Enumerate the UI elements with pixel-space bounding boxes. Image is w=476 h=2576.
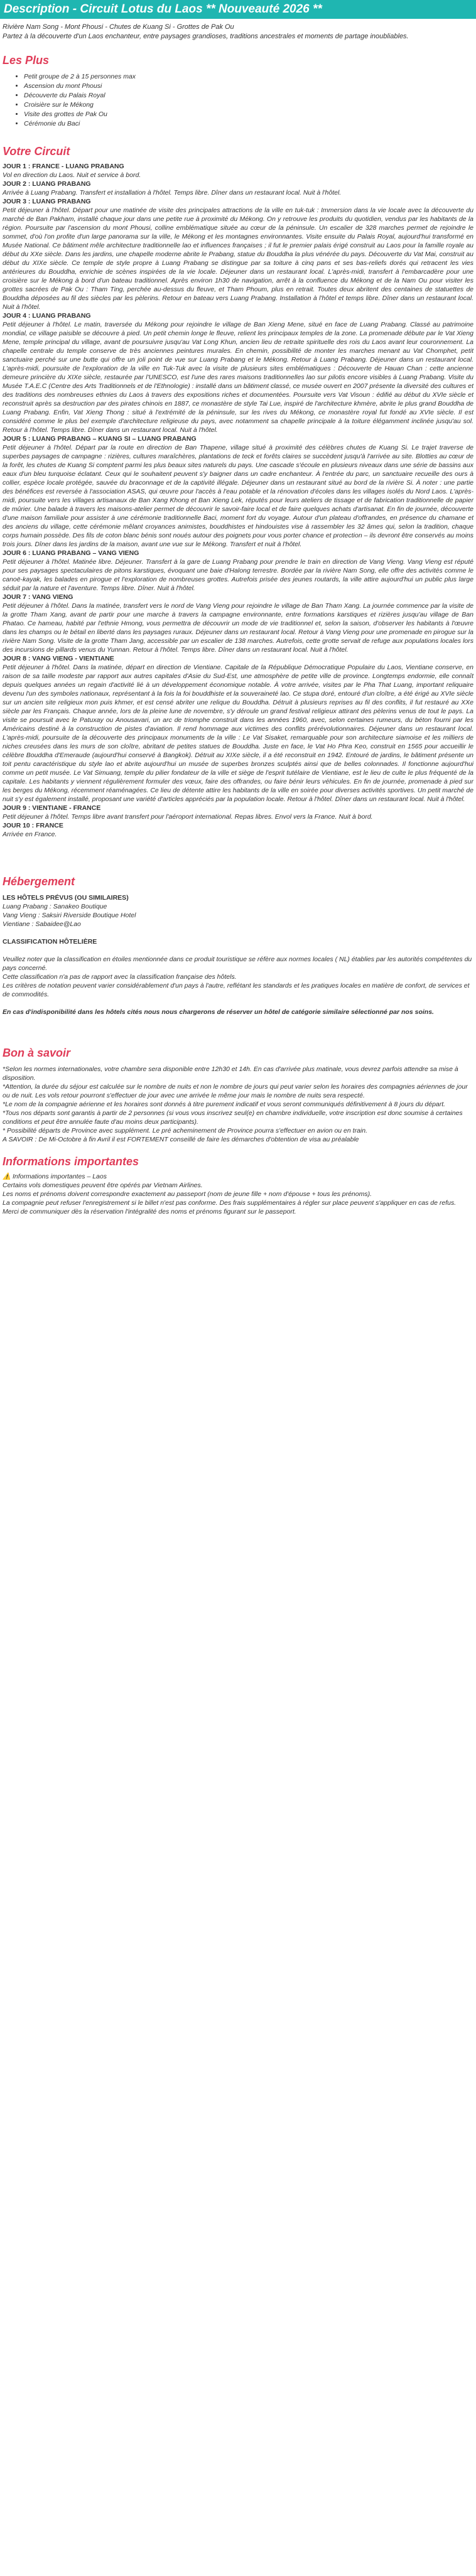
know-line: *Le nom de la compagnie aérienne et les horaires sont donnés à titre purement indicatif et vous seront communiqués définitivement à 8 jours du départ. [3, 1101, 446, 1108]
day-block [3, 804, 473, 821]
know-line: *Selon les normes internationales, votre chambre sera disponible entre 12h30 et 14h. En cas d'arrivée plus matinale, vous devrez parfois attendre sa mise à disposition. [3, 1065, 458, 1082]
day-title: JOUR 7 : VANG VIENG [3, 593, 73, 601]
list-item: • Ascension du mont Phousi [24, 82, 476, 91]
intro [0, 19, 476, 41]
day-text: Arrivée en France. [3, 831, 57, 838]
day-block [3, 593, 473, 654]
know-section [0, 1065, 476, 1144]
program [0, 162, 476, 839]
day-title: JOUR 3 : LUANG PRABANG [3, 198, 91, 205]
list-item: • Petit groupe de 2 à 15 personnes max [24, 72, 476, 82]
hotels-subtitle: LES HÔTELS PRÉVUS (OU SIMILAIRES) [3, 894, 129, 902]
day-title: JOUR 2 : LUANG PRABANG [3, 180, 91, 188]
day-title: JOUR 8 : VANG VIENG - VIENTIANE [3, 655, 114, 662]
section-title-plus: Les Plus [3, 54, 50, 67]
info-line: Certains vols domestiques peuvent être opérés par Vietnam Airlines. [3, 1182, 203, 1189]
list-item: • Visite des grottes de Pak Ou [24, 110, 476, 119]
hotel-item: Vientiane : Sabaidee@Lao [3, 920, 81, 928]
day-text: Vol en direction du Laos. Nuit et service à bord. [3, 171, 141, 179]
day-block [3, 180, 473, 197]
hotels-section [0, 893, 476, 1016]
list-item: • Cérémonie du Baci [24, 119, 476, 129]
day-text: Petit déjeuner à l'hôtel. Matinée libre. Déjeuner. Transfert à la gare de Luang Prabang pour prendre le train en direction de Vang Vieng. Vang Vieng est réputé pour ses paysages spectaculaires de pitons karstiques, évoquant une baie d'Halong terrestre. Bordée par la rivière Nam Song, elle offre des activités comme le canoë-kayak, les balades en pirogue et l'exploration de nombreuses grottes. Autrefois prisée des jeunes routards, la ville attire aujourd'hui un public plus large séduit par la nature et l'aventure. Temps libre. Dîner. Nuit à l'hôtel. [3, 558, 473, 592]
day-text: Petit déjeuner à l'hôtel. Départ par la route en direction de Ban Thapene, village situé à proximité des célèbres chutes de Kuang Si. Le trajet traverse de superbes paysages de campagne : rizières, cultures maraîchères, plantations de teck et forêts claires se succèdent jusqu'à l'arrivée au site. Blotties au cœur de la forêt, les chutes de Kuang Si comptent parmi les plus beaux sites naturels du pays. Une cascade s'écoule en plusieurs niveaux dans une série de bassins aux eaux d'un bleu turquoise éclatant. Ceux qui le souhaitent peuvent s'y baigner dans un cadre enchanteur. À l'entrée du parc, un sanctuaire recueille des ours à collier, espèce locale protégée, sauvée du braconnage et de la captivité illégale. Déjeuner dans un restaurant situé au bord de la rivière Si. À noter : une partie des bénéfices est reversée à l'association ASAS, qui œuvre pour l'accès à l'eau potable et la rénovation d'écoles dans les villages isolés du Nord Laos. L'après-midi, poursuite vers les villages artisanaux de Ban Xang Khong et Ban Xieng Lek, réputés pour leurs ateliers de tissage et de fabrication traditionnelle de papier de mûrier. Une balade à travers les maisons-atelier permet de découvrir le savoir-faire local et de faire quelques achats d'artisanat. En fin de journée, découverte d'une maison familiale pour assister à une cérémonie traditionnelle Baci, moment fort du voyage. Autour d'un plateau d'offrandes, en présence du chamane et des anciens du village, cette cérémonie mêlant croyances animistes, bouddhistes et hindouistes vise à rassembler les 32 âmes qui, selon la tradition, chaque corps humain possède. Des fils de coton blanc bénis sont noués autour des poignets pour vous porter chance et protection – ils devront être conservés au moins trois jours. Dîner dans les jardins de la maison, avant une vue sur le Mékong. Transfert et nuit à l'hôtel. [3, 444, 473, 548]
info-line: Les noms et prénoms doivent correspondre exactement au passeport (nom de jeune fille + nom d'épouse + tous les prénoms). [3, 1190, 372, 1198]
classification-line: Cette classification n'a pas de rapport avec la classification française des hôtels. [3, 973, 237, 981]
intro-route: Rivière Nam Song - Mont Phousi - Chutes de Kuang Si - Grottes de Pak Ou [3, 23, 234, 31]
day-title: JOUR 10 : FRANCE [3, 822, 63, 829]
classification-line: Les critères de notation peuvent varier considérablement d'un pays à l'autre, reflétant les standards et les pratiques locales en matière de confort, de services et de commodités. [3, 982, 470, 998]
day-block [3, 654, 473, 804]
know-line: *Attention, la durée du séjour est calculée sur le nombre de nuits et non le nombre de jours qui peut varier selon les horaires des compagnies aériennes de jour ou de nuit. Les vols retour pourront s'effectuer de jour avec une arrivée le même jour mais le nombre de nuits sera respecté. [3, 1083, 468, 1099]
day-text: Petit déjeuner à l'hôtel. Temps libre avant transfert pour l'aéroport international. Repas libres. Envol vers la France. Nuit à bord. [3, 813, 373, 821]
day-title: JOUR 1 : FRANCE - LUANG PRABANG [3, 163, 124, 170]
day-title: JOUR 5 : LUANG PRABANG – KUANG SI – LUANG PRABANG [3, 435, 197, 443]
intro-summary: Partez à la découverte d'un Laos enchanteur, entre paysages grandioses, traditions ancestrales et moments de partage inoubliables. [3, 33, 409, 40]
classification-title: CLASSIFICATION HÔTELIÈRE [3, 938, 97, 946]
plus-list [0, 72, 476, 129]
day-title: JOUR 6 : LUANG PRABANG – VANG VIENG [3, 549, 139, 557]
classification-line: Veuillez noter que la classification en étoiles mentionnée dans ce produit touristique se réfère aux normes locales ( NL) établies par les autorités compétentes du pays concerné. [3, 956, 472, 972]
list-item: • Croisière sur le Mékong [24, 100, 476, 110]
day-text: Petit déjeuner à l'hôtel. Le matin, traversée du Mékong pour rejoindre le village de Ban Xieng Mene, situé en face de Luang Prabang. Classé au patrimoine mondial, ce village paisible se découvre à pied. Un petit chemin longe le fleuve, relient les principaux temples de la zone. La promenade débute par le Vat Xieng Mene, temple principal du village, avant de poursuivre jusqu'au Vat Long Khun, ancien lieu de retraite spirituelle des rois du Laos avant leur couronnement. La chapelle centrale du temple conserve de très anciennes peintures murales. En chemin, possibilité de monter les marches menant au Vat Chomphet, petit sanctuaire perché sur une butte qui offre un joli point de vue sur Luang Prabang et le Mékong. Retour à Luang Prabang. Déjeuner dans un restaurant local. L'après-midi, poursuite de l'exploration de la ville en Tuk-Tuk avec la visite de plusieurs sites emblématiques : Découverte de Hauan Chan : cette ancienne demeure princière du XIXe siècle, restaurée par l'UNESCO, est l'une des rares maisons traditionnelles lao sur pilotis encore visibles à Luang Prabang. Visite du Musée T.A.E.C (Centre des Arts Traditionnels et de l'Ethnologie) : installé dans un bâtiment classé, ce musée ouvert en 2007 présente la diversité des cultures et des traditions des nombreuses ethnies du Laos à travers des expositions riches et documentées. Poursuite vers Vat Visoun : édifié au début du XVIe siècle et reconstruit après sa destruction par des pirates chinois en 1887, ce monastère de style Tai Lue, inspiré de l'architecture khmère, abrite le plus grand Bouddha de Luang Prabang. Enfin, Vat Xieng Thong : situé à l'extrémité de la péninsule, sur les rives du Mékong, ce monastère royal fut fondé au XVIe siècle. Il est considéré comme le plus bel exemple d'architecture religieuse du pays, avec notamment sa chapelle principale à la toiture élégamment inclinée jusqu'au sol. Retour à l'hôtel. Temps libre. Dîner dans un restaurant local. Nuit à l'hôtel. [3, 321, 473, 434]
day-text: Petit déjeuner à l'hôtel. Dans la matinée, transfert vers le nord de Vang Vieng pour rejoindre le village de Ban Tham Xang. La journée commence par la visite de la grotte Tham Xang, avant de partir pour une marche à travers la campagne environnante, entre formations karstiques et rizières jusqu'au village de Ban Phatao. Ce hameau, habité par l'ethnie Hmong, vous permettra de découvrir un mode de vie traditionnel et, selon la saison, d'observer les habitants à l'œuvre dans les champs ou le bétail en liberté dans les paysages ruraux. Déjeuner dans un restaurant local. Retour à Vang Vieng pour une promenade en pirogue sur la rivière Nam Song. Visite de la grotte Tham Jang, accessible par un escalier de 138 marches. Autrefois, cette grotte servait de refuge aux populations locales lors des incursions de pillards venus du Yunnan. Retour à l'hôtel. Temps libre. Dîner dans un restaurant local. Nuit à l'hôtel. [3, 602, 473, 654]
day-text: Petit déjeuner à l'hôtel. Dans la matinée, départ en direction de Vientiane. Capitale de la République Démocratique Populaire du Laos, Vientiane conserve, en raison de sa taille modeste par rapport aux autres capitales d'Asie du Sud-Est, une atmosphère de petite ville de province. Longtemps endormie, elle connaît depuis quelques années un regain d'activité lié à un développement économique notable. À votre arrivée, visites par le Pha That Luang, important reliquaire devenu l'un des symboles nationaux, représentant à la fois la foi bouddhiste et la souveraineté lao. Ce stupa doré, entouré d'un cloître, a été érigé au XVIe siècle sur un ancien site religieux mon puis khmer, et est censé abriter une relique du Bouddha. Détruit à plusieurs reprises au fil des conflits, il fut restauré au XXe siècle par les Français. Chaque année, lors de la pleine lune de novembre, s'y déroule un grand festival religieux attirant des pèlerins venus de tout le pays. La visite se poursuit avec le Patuxay ou Anousavari, un arc de triomphe construit dans les années 1960, avec, selon certaines rumeurs, du béton fourni par les Américains destiné à la construction de pistes d'aviation. Il rend hommage aux victimes des conflits prérévolutionnaires. Déjeuner dans un restaurant local. L'après-midi, poursuite de la découverte des principaux monuments de la ville : Le Vat Sisaket, remarquable pour son architecture siamoise et les milliers de niches creusées dans les murs de son cloître, abritant de petites statues de Bouddha. Juste en face, le Vat Ho Phra Keo, construit en 1565 pour accueillir le célèbre Bouddha d'Emeraude (aujourd'hui conservé à Bangkok). Détruit au XIXe siècle, il a été reconstruit en 1942. Entouré de jardins, le bâtiment présente un toit pentu caractéristique du style lao et abrite aujourd'hui un musée de superbes bronzes sculptés ainsi que de belles colonnades. Il fonctionne aujourd'hui comme un petit musée. Le Vat Simuang, temple du pilier fondateur de la ville et siège de l'esprit tutélaire de Vientiane, est le lieu de culte le plus fréquenté de la capitale. Les habitants y viennent régulièrement formuler des vœux, faire des offrandes, ou faire bénir leurs véhicules. En fin de journée, promenade à pied sur les berges du Mékong, récemment réaménagées. Ce lieu de détente attire les habitants de la ville en soirée pour diverses activités sportives. Un petit marché de nuit s'y est également installé, proposant une variété d'articles appréciés par la population locale. Retour à l'hôtel. Dîner dans un restaurant local. Nuit à l'hôtel. [3, 664, 473, 803]
day-block [3, 821, 473, 839]
section-title-circuit: Votre Circuit [3, 145, 70, 158]
section-title-hotels: Hébergement [3, 875, 75, 888]
info-line: ⚠️ Informations importantes – Laos [3, 1173, 107, 1180]
day-block [3, 197, 473, 311]
section-title-know: Bon à savoir [3, 1047, 71, 1059]
section-title-info: Informations importantes [3, 1155, 139, 1168]
day-block [3, 311, 473, 434]
day-block [3, 549, 473, 593]
info-section [0, 1172, 476, 1216]
day-text: Arrivée à Luang Prabang. Transfert et installation à l'hôtel. Temps libre. Dîner dans un restaurant local. Nuit à l'hôtel. [3, 189, 342, 197]
hotel-item: Vang Vieng : Saksiri Riverside Boutique Hotel [3, 912, 136, 919]
hotels-unavailable-note: En cas d'indisponibilité dans les hôtels cités nous nous chargerons de réserver un hôtel de catégorie similaire sélectionné par nos soins. [3, 1008, 434, 1016]
know-line: A SAVOIR : De Mi-Octobre à fin Avril il est FORTEMENT conseillé de faire les démarches d'obtention de visa au préalable [3, 1136, 359, 1143]
info-line: La compagnie peut refuser l'enregistrement si le billet n'est pas conforme. Des frais supplémentaires à régler sur place peuvent s'appliquer en cas de refus. [3, 1199, 457, 1207]
hotel-item: Luang Prabang : Sanakeo Boutique [3, 903, 107, 910]
day-block [3, 162, 473, 180]
page [0, 0, 476, 1216]
list-item: • Découverte du Palais Royal [24, 91, 476, 100]
page-banner [0, 0, 476, 19]
day-title: JOUR 9 : VIENTIANE - FRANCE [3, 804, 101, 812]
page-title: Description - Circuit Lotus du Laos ** Nouveauté 2026 ** [4, 3, 322, 16]
know-line: *Tous nos départs sont garantis à partir de 2 personnes (si vous vous inscrivez seul(e) en chambre individuelle, votre inscription est donc soumise à certaines conditions et peut être annulée faute d'au moins deux participants). [3, 1109, 463, 1126]
day-text: Petit déjeuner à l'hôtel. Départ pour une matinée de visite des principales attractions de la ville en tuk-tuk : Immersion dans la vie locale avec la découverte du marché de Ban Pakham, installé chaque jour dans une petite rue à proximité du Mékong. On y retrouve les produits du quotidien, vendus par les habitants de la région. Poursuite par l'ascension du mont Phousi, colline emblématique située au cœur de la péninsule. Un escalier de 328 marches permet de rejoindre le sommet, d'où l'on profite d'un large panorama sur la ville, le Mékong et les montagnes environnantes. Visite ensuite du Palais Royal, aujourd'hui transformé en Musée National. Ce bâtiment mêle architecture traditionnelle lao et influences françaises ; il fut le premier palais érigé construit au Laos pour la famille royale au début du XXe siècle. Dans les jardins, une chapelle moderne abrite le Prabang, statue du Bouddha la plus vénérée du pays. Découverte du Vat Mai, construit au début du XIXe siècle. Ce temple de style propre à Luang Prabang se distingue par sa toiture à cinq pans et ses bas-reliefs dorés qui retracent les vies antérieures du Bouddha, enrichie de scènes inspirées de la vie locale. Déjeuner dans un restaurant local. L'après-midi, transfert à l'embarcadère pour une croisière sur le Mékong à bord d'un bateau traditionnel. Après environ 1h30 de navigation, arrêt à la confluence du Mékong et de la Nam Ou pour visiter les grottes sacrées de Pak Ou : Tham Ting, perchée au-dessus du fleuve, et Tham Phoum, plus en retrait. Toutes deux abritent des centaines de statuettes de Bouddha déposées au fil des siècles par les pèlerins. Retour en bateau vers Luang Prabang. Installation à l'hôtel et temps libre. Dîner dans un restaurant local. Nuit à l'hôtel. [3, 207, 473, 311]
day-title: JOUR 4 : LUANG PRABANG [3, 312, 91, 320]
know-line: * Possibilité départs de Province avec supplément. Le pré acheminement de Province pourra s'effectuer en avion ou en train. [3, 1127, 368, 1134]
info-line: Merci de communiquer dès la réservation l'intégralité des noms et prénoms figurant sur le passeport. [3, 1208, 296, 1215]
day-block [3, 434, 473, 549]
